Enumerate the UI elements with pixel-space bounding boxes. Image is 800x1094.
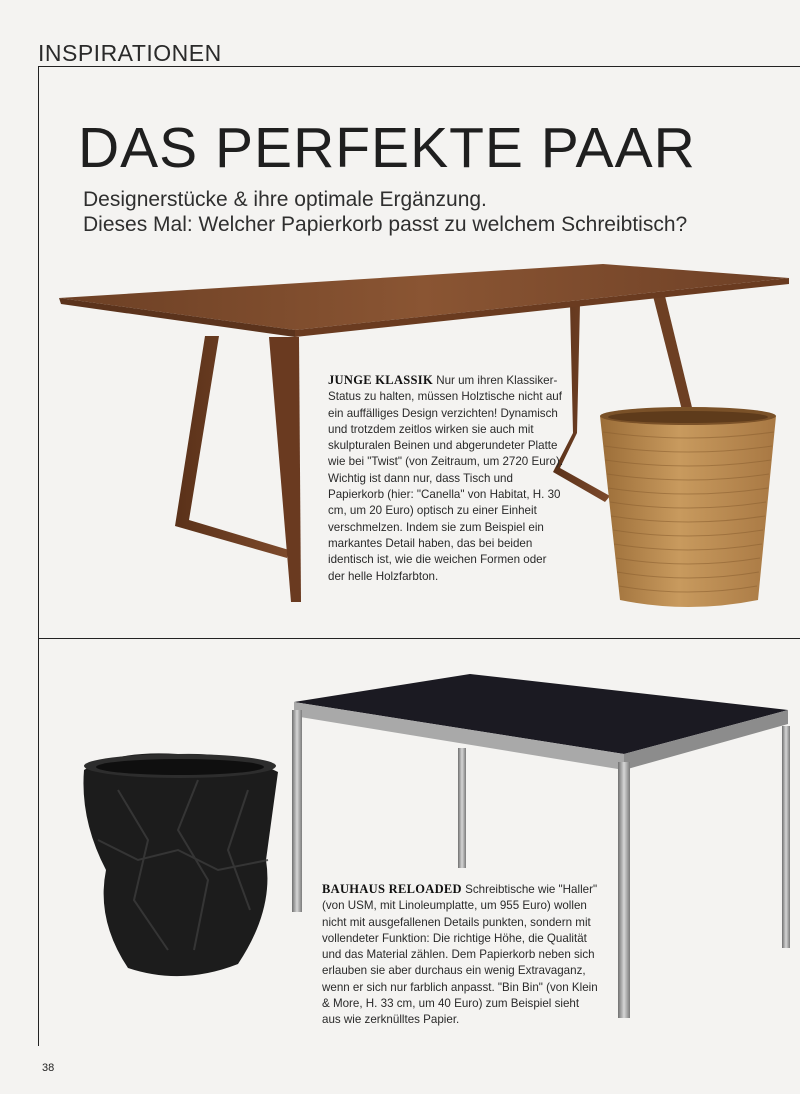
article-body: Schreibtische wie "Haller" (von USM, mit Linoleumplatte, um 955 Euro) wollen nicht mit ausgefallenen Details punkten, sondern mit vollendeter Funktion: Die richtige Höhe, die Qualität und das Material zählen. Dem Papierkorb neben sich erlauben sie aber durchaus ein wenig Extravaganz, wenn er sich nur farblich anpasst. "Bin Bin" (von Klein & More, H. 33 cm, um 40 Euro) zum Beispiel sieht aus wie zerknülltes Papier. <box>322 883 598 1027</box>
page-title: DAS PERFEKTE PAAR <box>78 116 696 180</box>
crumpled-bin-image <box>78 750 282 982</box>
section-label: INSPIRATIONEN <box>38 40 222 66</box>
article-kicker: JUNGE KLASSIK <box>328 373 433 387</box>
left-rule <box>38 66 39 1046</box>
article-kicker: BAUHAUS RELOADED <box>322 882 462 896</box>
page-number: 38 <box>42 1062 55 1074</box>
section-divider <box>38 638 800 639</box>
rattan-basket-image <box>596 404 780 610</box>
top-rule <box>38 66 800 67</box>
article-junge-klassik <box>328 372 564 585</box>
article-bauhaus-reloaded <box>322 881 598 1029</box>
subtitle-line-2: Dieses Mal: Welcher Papierkorb passt zu welchem Schreibtisch? <box>83 213 688 236</box>
subtitle-line-1: Designerstücke & ihre optimale Ergänzung. <box>83 188 487 211</box>
article-body: Nur um ihren Klassiker-Status zu halten, müssen Holztische nicht auf ein auffälliges Design verzichten! Dynamisch und trotzdem zeitlos wirken sie auch mit skulpturalen Beinen und abgerundeter Platte wie bei "Twist" (von Zeitraum, um 2720 Euro). Wichtig ist dann nur, dass Tisch und Papierkorb (hier: "Canella" von Habitat, H. 30 cm, um 20 Euro) optisch zu einer Einheit verschmelzen. Indem sie zum Beispiel ein markantes Detail haben, das bei beiden identisch ist, wie die weichen Formen oder der helle Holzfarbton. <box>328 374 564 583</box>
